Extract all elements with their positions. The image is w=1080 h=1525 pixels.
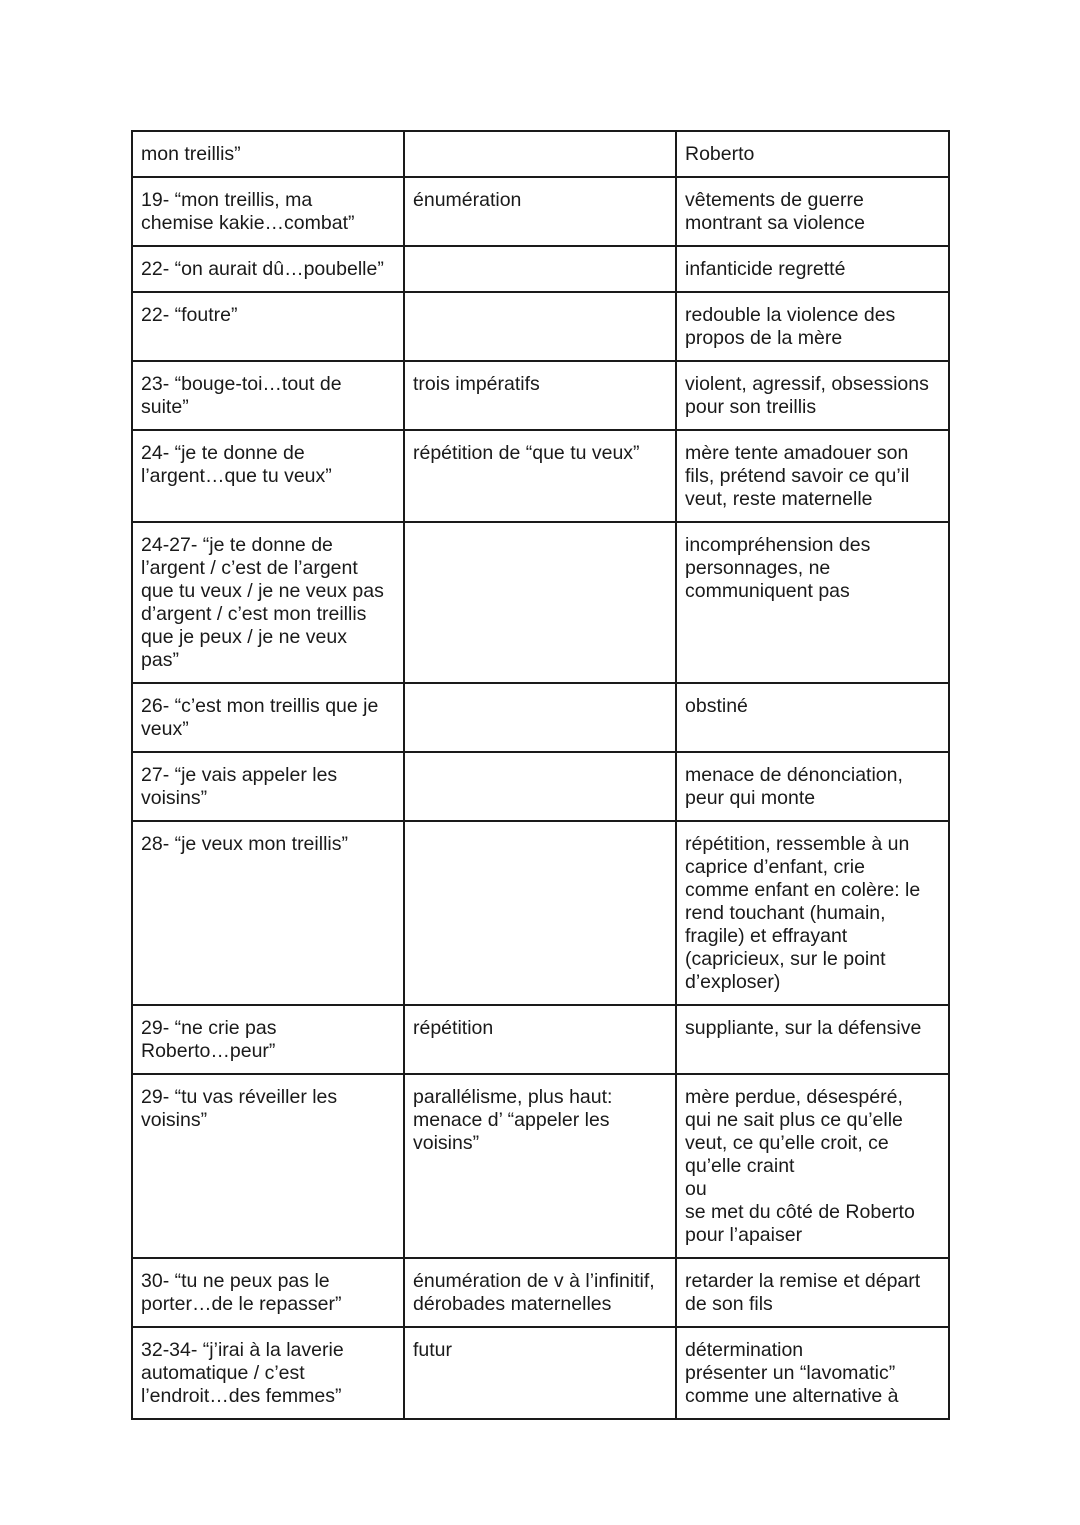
figure-cell bbox=[404, 683, 676, 752]
quote-cell: 32-34- “j’irai à la laverie automatique / c’est l’endroit…des femmes” bbox=[132, 1327, 404, 1419]
interpretation-cell: obstiné bbox=[676, 683, 949, 752]
interpretation-cell: violent, agressif, obsessions pour son treillis bbox=[676, 361, 949, 430]
figure-cell bbox=[404, 821, 676, 1005]
table-row bbox=[132, 177, 949, 246]
figure-cell bbox=[404, 246, 676, 292]
quote-cell: 22- “on aurait dû…poubelle” bbox=[132, 246, 404, 292]
table-row bbox=[132, 292, 949, 361]
figure-cell: futur bbox=[404, 1327, 676, 1419]
table-row bbox=[132, 522, 949, 683]
quote-cell: 29- “ne crie pas Roberto…peur” bbox=[132, 1005, 404, 1074]
interpretation-cell: mère perdue, désespéré, qui ne sait plus ce qu’elle veut, ce qu’elle croit, ce qu’elle craint ou se met du côté de Roberto pour l’apaiser bbox=[676, 1074, 949, 1258]
table-row bbox=[132, 430, 949, 522]
quote-cell: 24- “je te donne de l’argent…que tu veux” bbox=[132, 430, 404, 522]
figure-cell: trois impératifs bbox=[404, 361, 676, 430]
quote-cell: 29- “tu vas réveiller les voisins” bbox=[132, 1074, 404, 1258]
figure-cell: répétition de “que tu veux” bbox=[404, 430, 676, 522]
table-row bbox=[132, 821, 949, 1005]
table-row bbox=[132, 131, 949, 177]
figure-cell: énumération de v à l’infinitif, dérobades maternelles bbox=[404, 1258, 676, 1327]
interpretation-cell: mère tente amadouer son fils, prétend savoir ce qu’il veut, reste maternelle bbox=[676, 430, 949, 522]
analysis-table bbox=[131, 130, 950, 1420]
quote-cell: 24-27- “je te donne de l’argent / c’est de l’argent que tu veux / je ne veux pas d’argent / c’est mon treillis que je peux / je ne veux pas” bbox=[132, 522, 404, 683]
table-row bbox=[132, 683, 949, 752]
figure-cell bbox=[404, 131, 676, 177]
quote-cell: 26- “c’est mon treillis que je veux” bbox=[132, 683, 404, 752]
figure-cell bbox=[404, 292, 676, 361]
interpretation-cell: suppliante, sur la défensive bbox=[676, 1005, 949, 1074]
quote-cell: 23- “bouge-toi…tout de suite” bbox=[132, 361, 404, 430]
interpretation-cell: incompréhension des personnages, ne communiquent pas bbox=[676, 522, 949, 683]
figure-cell bbox=[404, 522, 676, 683]
quote-cell: 30- “tu ne peux pas le porter…de le repasser” bbox=[132, 1258, 404, 1327]
quote-cell: 27- “je vais appeler les voisins” bbox=[132, 752, 404, 821]
figure-cell: parallélisme, plus haut: menace d’ “appeler les voisins” bbox=[404, 1074, 676, 1258]
table-row bbox=[132, 1327, 949, 1419]
quote-cell: 19- “mon treillis, ma chemise kakie…combat” bbox=[132, 177, 404, 246]
table-row bbox=[132, 246, 949, 292]
interpretation-cell: répétition, ressemble à un caprice d’enfant, crie comme enfant en colère: le rend touchant (humain, fragile) et effrayant (capricieux, sur le point d’exploser) bbox=[676, 821, 949, 1005]
interpretation-cell: infanticide regretté bbox=[676, 246, 949, 292]
figure-cell: répétition bbox=[404, 1005, 676, 1074]
table-row bbox=[132, 1074, 949, 1258]
interpretation-cell: Roberto bbox=[676, 131, 949, 177]
interpretation-cell: redouble la violence des propos de la mère bbox=[676, 292, 949, 361]
quote-cell: 22- “foutre” bbox=[132, 292, 404, 361]
figure-cell: énumération bbox=[404, 177, 676, 246]
figure-cell bbox=[404, 752, 676, 821]
table-row bbox=[132, 1005, 949, 1074]
table-row bbox=[132, 361, 949, 430]
quote-cell: 28- “je veux mon treillis” bbox=[132, 821, 404, 1005]
table-row bbox=[132, 752, 949, 821]
table-row bbox=[132, 1258, 949, 1327]
interpretation-cell: détermination présenter un “lavomatic” comme une alternative à bbox=[676, 1327, 949, 1419]
interpretation-cell: retarder la remise et départ de son fils bbox=[676, 1258, 949, 1327]
quote-cell: mon treillis” bbox=[132, 131, 404, 177]
analysis-table-body bbox=[132, 131, 949, 1419]
interpretation-cell: vêtements de guerre montrant sa violence bbox=[676, 177, 949, 246]
interpretation-cell: menace de dénonciation, peur qui monte bbox=[676, 752, 949, 821]
